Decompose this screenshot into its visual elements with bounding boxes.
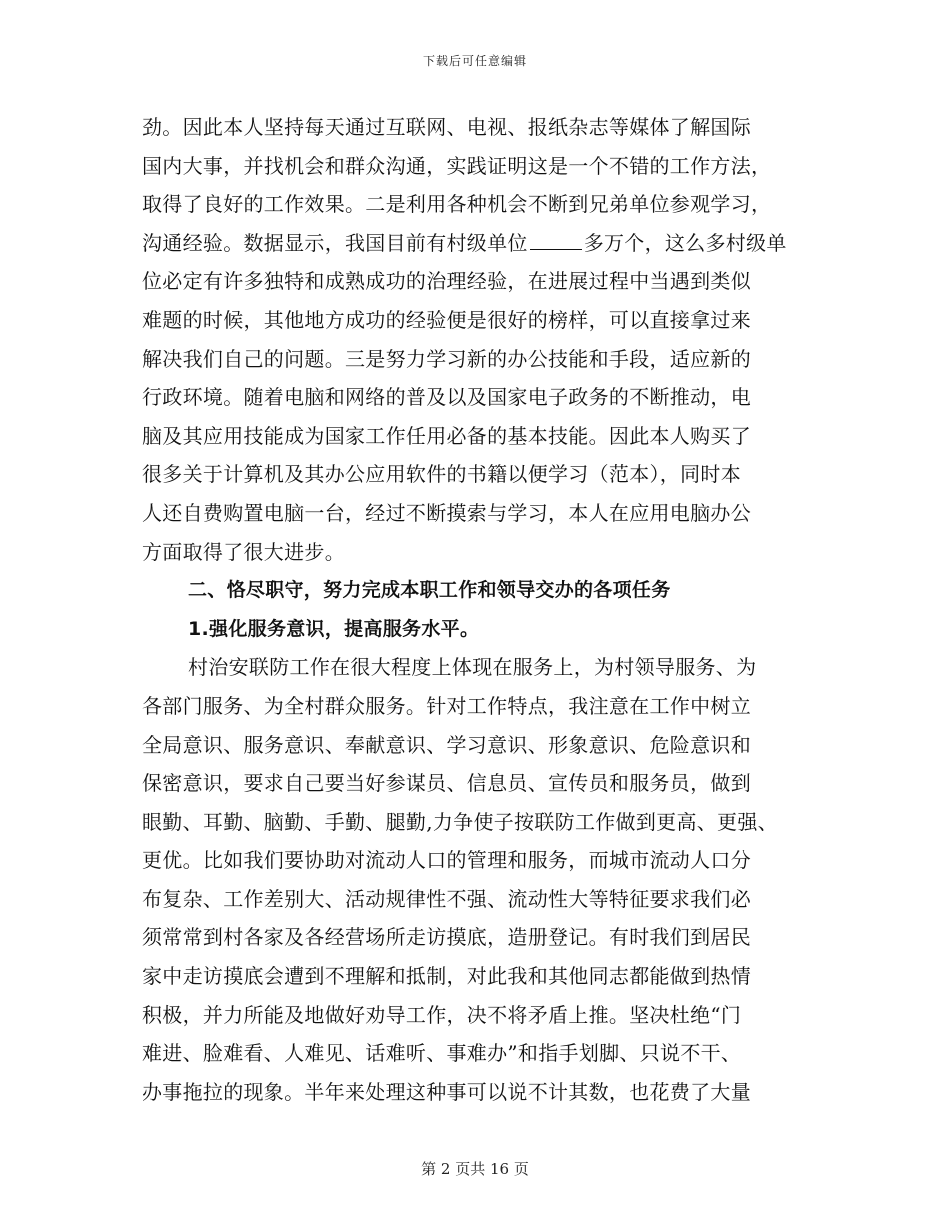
section-heading: 二、恪尽职守，努力完成本职工作和领导交办的各项任务 bbox=[188, 579, 671, 602]
body-line: 位必定有许多独特和成熟成功的治理经验，在进展过程中当遇到类似 bbox=[142, 269, 751, 294]
page-footer: 第 2 页共 16 页 bbox=[421, 1160, 529, 1178]
page-header: 下载后可任意编辑 bbox=[422, 54, 527, 68]
body-line: 保密意识，要求自己要当好参谋员、信息员、宣传员和服务员，做到 bbox=[142, 771, 751, 796]
body-line: 人还自费购置电脑一台，经过不断摸索与学习，本人在应用电脑办公 bbox=[142, 500, 751, 525]
body-line: 难题的时候，其他地方成功的经验便是很好的榜样，可以直接拿过来 bbox=[142, 307, 751, 332]
body-line: 国内大事，并找机会和群众沟通，实践证明这是一个不错的工作方法， bbox=[142, 153, 772, 178]
body-line: 布复杂、工作差别大、活动规律性不强、流动性大等特征要求我们必 bbox=[142, 886, 751, 911]
body-line: 行政环境。随着电脑和网络的普及以及国家电子政务的不断推动，电 bbox=[142, 385, 751, 410]
body-line: 方面取得了很大进步。 bbox=[142, 539, 345, 564]
body-line: 村治安联防工作在很大程度上体现在服务上，为村领导服务、为 bbox=[188, 655, 757, 680]
body-text-segment: 沟通经验。数据显示，我国目前有村级单位 bbox=[142, 230, 528, 255]
body-line: 更优。比如我们要协助对流动人口的管理和服务，而城市流动人口分 bbox=[142, 848, 751, 873]
body-line: 须常常到村各家及各经营场所走访摸底，造册登记。有时我们到居民 bbox=[142, 925, 751, 950]
document-body bbox=[142, 108, 822, 1111]
body-line: 积极，并力所能及地做好劝导工作，决不将矛盾上推。坚决杜绝“门 bbox=[142, 1002, 742, 1027]
body-line: 家中走访摸底会遭到不理解和抵制，对此我和其他同志都能做到热情 bbox=[142, 964, 751, 989]
body-line-with-blank bbox=[142, 224, 822, 263]
fill-in-blank bbox=[530, 227, 582, 250]
body-line: 难进、脸难看、人难见、话难听、事难办”和指手划脚、只说不干、 bbox=[142, 1041, 742, 1066]
body-line: 各部门服务、为全村群众服务。针对工作特点，我注意在工作中树立 bbox=[142, 693, 751, 718]
body-line: 全局意识、服务意识、奉献意识、学习意识、形象意识、危险意识和 bbox=[142, 732, 751, 757]
body-text-segment: 多万个，这么多村级单 bbox=[583, 230, 787, 255]
body-line: 脑及其应用技能成为国家工作任用必备的基本技能。因此本人购买了 bbox=[142, 423, 751, 448]
body-line: 取得了良好的工作效果。二是利用各种机会不断到兄弟单位参观学习， bbox=[142, 192, 772, 217]
body-line: 劲。因此本人坚持每天通过互联网、电视、报纸杂志等媒体了解国际 bbox=[142, 115, 751, 139]
subsection-heading: 1.强化服务意识，提高服务水平。 bbox=[188, 617, 480, 640]
body-line: 眼勤、耳勤、脑勤、手勤、腿勤,力争使子按联防工作做到更高、更强、 bbox=[142, 809, 778, 834]
body-line: 办事拖拉的现象。半年来处理这种事可以说不计其数，也花费了大量 bbox=[142, 1079, 751, 1104]
body-line: 解决我们自己的问题。三是努力学习新的办公技能和手段，适应新的 bbox=[142, 346, 751, 371]
body-line: 很多关于计算机及其办公应用软件的书籍以便学习（范本），同时本 bbox=[142, 462, 741, 487]
